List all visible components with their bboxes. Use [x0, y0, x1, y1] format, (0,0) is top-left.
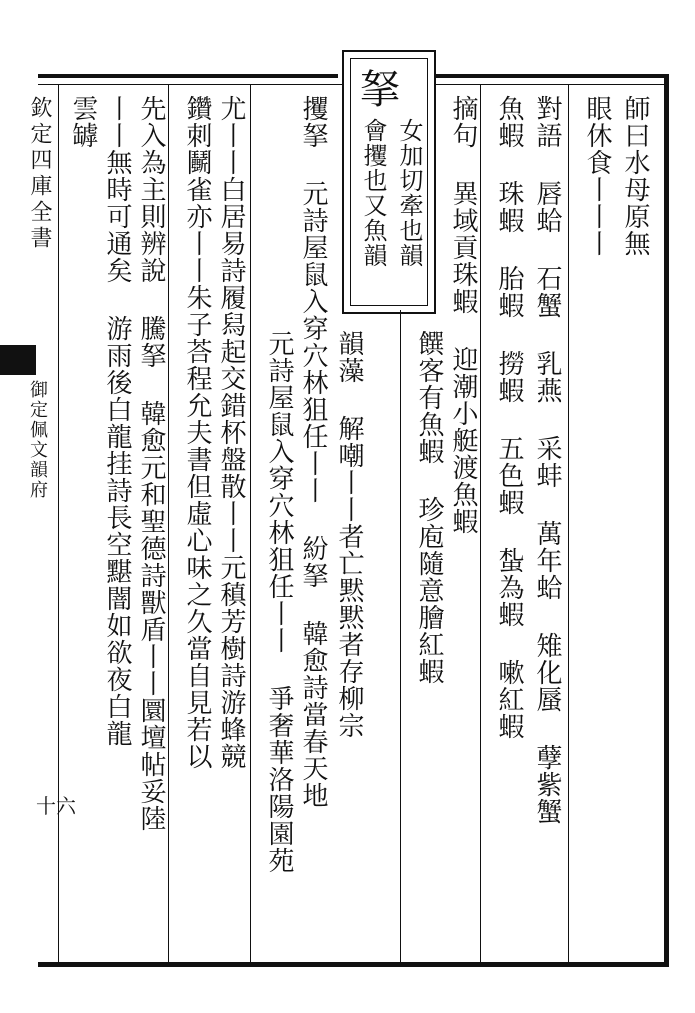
- text-column-10: 攫拏 元詩屋鼠入穿穴林狙任丨丨 紛拏 韓愈詩當春天地: [298, 95, 328, 809]
- column-divider-5: [168, 84, 169, 962]
- text-column-9: 韻藻 解嘲丨丨者亡黙黙者存柳宗: [334, 330, 364, 739]
- source-title: 御定佩文韻府: [27, 380, 48, 500]
- text-column-17: 雲罅: [68, 95, 98, 149]
- text-column-4: 魚蝦 珠蝦 胎蝦 撈蝦 五色蝦 蚻為蝦 嗽紅蝦: [494, 95, 524, 740]
- top-rule-right: [436, 74, 668, 78]
- heading-char: 拏: [360, 67, 400, 113]
- text-column-1: 師曰水母原無: [620, 95, 650, 257]
- text-column-12: 尤丨丨白居易詩履舄起交錯杯盤散丨丨元稹芳樹詩游蜂競: [216, 95, 246, 770]
- folio-number: 十六: [36, 794, 76, 818]
- text-column-11: 元詩屋鼠入穿穴林狙任丨丨 爭奢華洛陽園苑: [264, 330, 294, 874]
- margin-band: [0, 345, 36, 375]
- text-column-14: 先入為主則辨說 騰拏 韓愈元和聖德詩獸盾丨丨圜壇帖妥陸: [136, 95, 166, 832]
- left-rule: [58, 84, 59, 962]
- heading-note-1: 女加切牽也韻: [395, 118, 423, 268]
- text-column-13: 鑽刺鬭雀亦丨丨朱子荅程允夫書但虛心味之久當自見若以: [182, 95, 212, 770]
- bottom-rule: [38, 962, 668, 967]
- column-divider-2: [480, 84, 481, 962]
- text-column-15: 丨丨無時可通矣 游雨後白龍挂詩長空黮闇如欲夜白龍: [102, 95, 132, 747]
- column-divider-4: [250, 84, 251, 962]
- text-column-2: 眼休食丨丨丨: [582, 95, 612, 257]
- book-title: 欽定四庫全書: [27, 96, 52, 252]
- text-column-5: 摘句 異域貢珠蝦 迎潮小艇渡魚蝦: [448, 95, 478, 535]
- text-column-6: 饌客有魚蝦 珍庖隨意膾紅蝦: [414, 330, 444, 685]
- heading-note-2: 會攫也又魚韻: [359, 118, 387, 268]
- column-divider-3: [400, 310, 401, 962]
- top-rule-left: [38, 74, 338, 78]
- text-column-3: 對語 唇蛤 石蟹 乳燕 采蚌 萬年蛤 雉化蜃 孽紫蟹: [532, 95, 562, 825]
- column-divider-1: [568, 84, 569, 962]
- right-rule: [664, 74, 669, 967]
